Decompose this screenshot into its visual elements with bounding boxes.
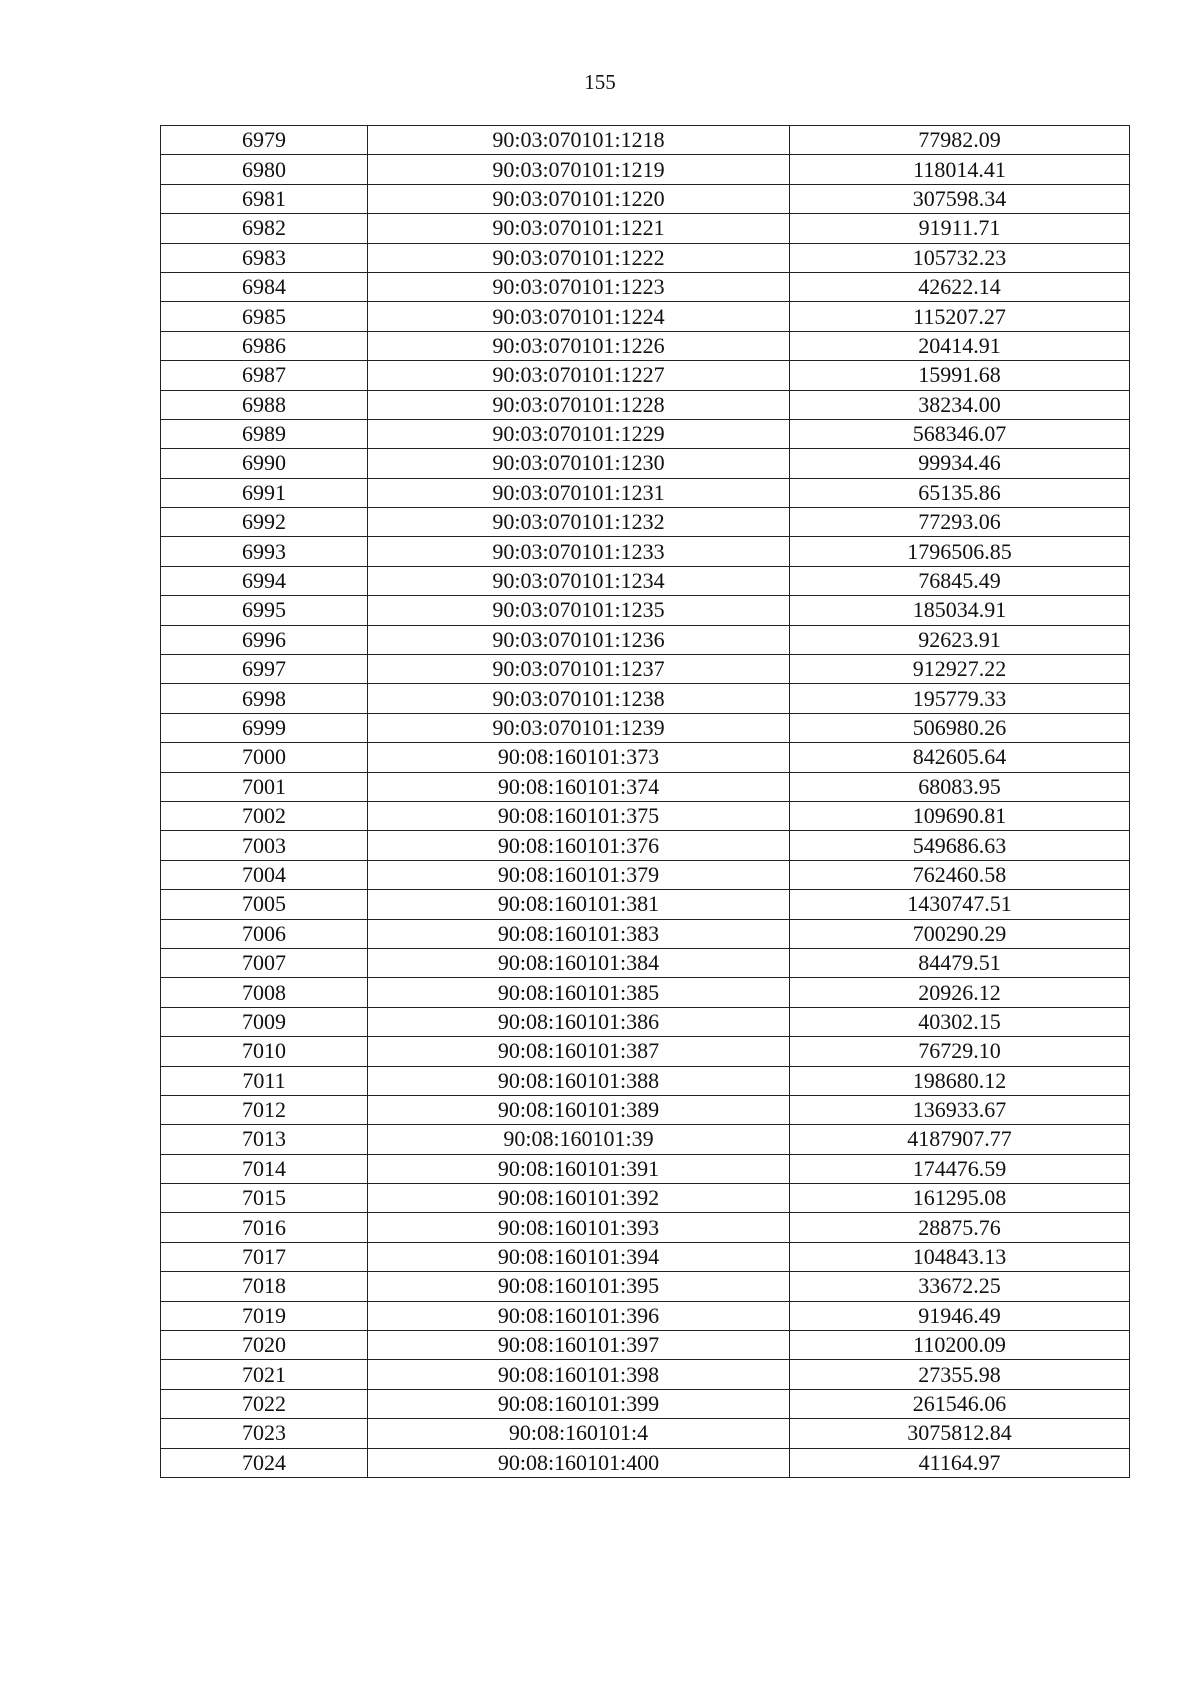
cadastral-value-cell: 76729.10 <box>790 1037 1130 1066</box>
table-row <box>161 184 1130 213</box>
table-row <box>161 1389 1130 1418</box>
cadastral-value-cell: 20414.91 <box>790 331 1130 360</box>
table-row <box>161 1419 1130 1448</box>
row-number-cell: 6980 <box>161 155 368 184</box>
cadastral-value-cell: 109690.81 <box>790 801 1130 830</box>
row-number-cell: 7005 <box>161 890 368 919</box>
cadastral-number-cell: 90:08:160101:381 <box>368 890 790 919</box>
cadastral-value-cell: 506980.26 <box>790 713 1130 742</box>
cadastral-value-cell: 174476.59 <box>790 1154 1130 1183</box>
row-number-cell: 7014 <box>161 1154 368 1183</box>
cadastral-number-cell: 90:03:070101:1228 <box>368 390 790 419</box>
cadastral-value-cell: 762460.58 <box>790 860 1130 889</box>
cadastral-value-cell: 65135.86 <box>790 478 1130 507</box>
row-number-cell: 7024 <box>161 1448 368 1477</box>
table-row <box>161 126 1130 155</box>
row-number-cell: 6982 <box>161 214 368 243</box>
row-number-cell: 7010 <box>161 1037 368 1066</box>
table-row <box>161 596 1130 625</box>
row-number-cell: 7018 <box>161 1272 368 1301</box>
cadastral-value-cell: 76845.49 <box>790 566 1130 595</box>
row-number-cell: 7013 <box>161 1125 368 1154</box>
cadastral-value-cell: 700290.29 <box>790 919 1130 948</box>
cadastral-number-cell: 90:03:070101:1221 <box>368 214 790 243</box>
cadastral-number-cell: 90:08:160101:399 <box>368 1389 790 1418</box>
cadastral-value-cell: 91911.71 <box>790 214 1130 243</box>
cadastral-value-cell: 549686.63 <box>790 831 1130 860</box>
cadastral-value-cell: 161295.08 <box>790 1184 1130 1213</box>
cadastral-number-cell: 90:08:160101:392 <box>368 1184 790 1213</box>
row-number-cell: 7021 <box>161 1360 368 1389</box>
cadastral-number-cell: 90:03:070101:1238 <box>368 684 790 713</box>
cadastral-value-cell: 261546.06 <box>790 1389 1130 1418</box>
cadastral-number-cell: 90:08:160101:394 <box>368 1242 790 1271</box>
table-row <box>161 1184 1130 1213</box>
table-row <box>161 1213 1130 1242</box>
cadastral-number-cell: 90:03:070101:1222 <box>368 243 790 272</box>
cadastral-number-cell: 90:08:160101:386 <box>368 1007 790 1036</box>
table-row <box>161 625 1130 654</box>
cadastral-number-cell: 90:03:070101:1223 <box>368 272 790 301</box>
row-number-cell: 7011 <box>161 1066 368 1095</box>
cadastral-value-cell: 91946.49 <box>790 1301 1130 1330</box>
table-row <box>161 331 1130 360</box>
row-number-cell: 6995 <box>161 596 368 625</box>
table-row <box>161 860 1130 889</box>
cadastral-number-cell: 90:08:160101:389 <box>368 1095 790 1124</box>
table-row <box>161 948 1130 977</box>
cadastral-value-cell: 77293.06 <box>790 508 1130 537</box>
cadastral-number-cell: 90:03:070101:1237 <box>368 655 790 684</box>
cadastral-value-cell: 41164.97 <box>790 1448 1130 1477</box>
table-row <box>161 272 1130 301</box>
cadastral-number-cell: 90:03:070101:1235 <box>368 596 790 625</box>
cadastral-value-table <box>160 125 1130 1478</box>
table-body <box>161 126 1130 1478</box>
table-row <box>161 566 1130 595</box>
row-number-cell: 6997 <box>161 655 368 684</box>
cadastral-number-cell: 90:08:160101:376 <box>368 831 790 860</box>
table-row <box>161 1331 1130 1360</box>
table-row <box>161 1037 1130 1066</box>
cadastral-value-cell: 136933.67 <box>790 1095 1130 1124</box>
row-number-cell: 7012 <box>161 1095 368 1124</box>
table-row <box>161 419 1130 448</box>
table-row <box>161 831 1130 860</box>
cadastral-number-cell: 90:03:070101:1232 <box>368 508 790 537</box>
cadastral-number-cell: 90:08:160101:393 <box>368 1213 790 1242</box>
cadastral-value-cell: 99934.46 <box>790 449 1130 478</box>
cadastral-number-cell: 90:08:160101:395 <box>368 1272 790 1301</box>
row-number-cell: 7015 <box>161 1184 368 1213</box>
cadastral-number-cell: 90:03:070101:1239 <box>368 713 790 742</box>
row-number-cell: 6983 <box>161 243 368 272</box>
row-number-cell: 7017 <box>161 1242 368 1271</box>
cadastral-number-cell: 90:08:160101:388 <box>368 1066 790 1095</box>
cadastral-number-cell: 90:08:160101:397 <box>368 1331 790 1360</box>
cadastral-value-cell: 1430747.51 <box>790 890 1130 919</box>
cadastral-value-cell: 115207.27 <box>790 302 1130 331</box>
table-row <box>161 449 1130 478</box>
cadastral-number-cell: 90:08:160101:385 <box>368 978 790 1007</box>
table-row <box>161 1242 1130 1271</box>
cadastral-value-cell: 33672.25 <box>790 1272 1130 1301</box>
row-number-cell: 6979 <box>161 126 368 155</box>
table-row <box>161 1066 1130 1095</box>
table-row <box>161 890 1130 919</box>
table-row <box>161 1007 1130 1036</box>
row-number-cell: 6999 <box>161 713 368 742</box>
row-number-cell: 7019 <box>161 1301 368 1330</box>
table-row <box>161 1154 1130 1183</box>
table-row <box>161 508 1130 537</box>
row-number-cell: 6984 <box>161 272 368 301</box>
cadastral-number-cell: 90:03:070101:1227 <box>368 361 790 390</box>
row-number-cell: 7020 <box>161 1331 368 1360</box>
cadastral-number-cell: 90:03:070101:1230 <box>368 449 790 478</box>
row-number-cell: 6998 <box>161 684 368 713</box>
cadastral-number-cell: 90:08:160101:373 <box>368 743 790 772</box>
cadastral-number-cell: 90:08:160101:375 <box>368 801 790 830</box>
table-row <box>161 978 1130 1007</box>
cadastral-number-cell: 90:08:160101:391 <box>368 1154 790 1183</box>
row-number-cell: 7000 <box>161 743 368 772</box>
cadastral-value-cell: 77982.09 <box>790 126 1130 155</box>
cadastral-value-cell: 307598.34 <box>790 184 1130 213</box>
cadastral-number-cell: 90:03:070101:1231 <box>368 478 790 507</box>
table-row <box>161 1360 1130 1389</box>
table-row <box>161 537 1130 566</box>
cadastral-value-cell: 20926.12 <box>790 978 1130 1007</box>
row-number-cell: 6994 <box>161 566 368 595</box>
table-row <box>161 155 1130 184</box>
cadastral-number-cell: 90:03:070101:1229 <box>368 419 790 448</box>
cadastral-value-cell: 40302.15 <box>790 1007 1130 1036</box>
cadastral-number-cell: 90:08:160101:39 <box>368 1125 790 1154</box>
row-number-cell: 7016 <box>161 1213 368 1242</box>
cadastral-value-cell: 195779.33 <box>790 684 1130 713</box>
table-row <box>161 684 1130 713</box>
row-number-cell: 7001 <box>161 772 368 801</box>
row-number-cell: 7009 <box>161 1007 368 1036</box>
cadastral-number-cell: 90:03:070101:1218 <box>368 126 790 155</box>
row-number-cell: 6991 <box>161 478 368 507</box>
row-number-cell: 6996 <box>161 625 368 654</box>
table-row <box>161 772 1130 801</box>
table-row <box>161 1272 1130 1301</box>
cadastral-number-cell: 90:08:160101:374 <box>368 772 790 801</box>
row-number-cell: 6990 <box>161 449 368 478</box>
row-number-cell: 7023 <box>161 1419 368 1448</box>
row-number-cell: 6981 <box>161 184 368 213</box>
row-number-cell: 7004 <box>161 860 368 889</box>
table-row <box>161 361 1130 390</box>
table-row <box>161 478 1130 507</box>
table-row <box>161 713 1130 742</box>
cadastral-number-cell: 90:08:160101:4 <box>368 1419 790 1448</box>
row-number-cell: 6987 <box>161 361 368 390</box>
table-row <box>161 390 1130 419</box>
cadastral-value-cell: 4187907.77 <box>790 1125 1130 1154</box>
cadastral-value-cell: 912927.22 <box>790 655 1130 684</box>
row-number-cell: 6986 <box>161 331 368 360</box>
cadastral-value-cell: 110200.09 <box>790 1331 1130 1360</box>
row-number-cell: 7006 <box>161 919 368 948</box>
cadastral-value-cell: 15991.68 <box>790 361 1130 390</box>
cadastral-number-cell: 90:08:160101:383 <box>368 919 790 948</box>
cadastral-value-cell: 92623.91 <box>790 625 1130 654</box>
table-row <box>161 1301 1130 1330</box>
row-number-cell: 6985 <box>161 302 368 331</box>
cadastral-value-cell: 1796506.85 <box>790 537 1130 566</box>
cadastral-value-cell: 198680.12 <box>790 1066 1130 1095</box>
row-number-cell: 7002 <box>161 801 368 830</box>
row-number-cell: 6988 <box>161 390 368 419</box>
row-number-cell: 7008 <box>161 978 368 1007</box>
cadastral-number-cell: 90:08:160101:398 <box>368 1360 790 1389</box>
cadastral-number-cell: 90:08:160101:400 <box>368 1448 790 1477</box>
table-row <box>161 243 1130 272</box>
table-row <box>161 302 1130 331</box>
cadastral-number-cell: 90:03:070101:1226 <box>368 331 790 360</box>
cadastral-value-cell: 118014.41 <box>790 155 1130 184</box>
row-number-cell: 6989 <box>161 419 368 448</box>
cadastral-value-cell: 568346.07 <box>790 419 1130 448</box>
cadastral-value-cell: 27355.98 <box>790 1360 1130 1389</box>
cadastral-number-cell: 90:08:160101:387 <box>368 1037 790 1066</box>
cadastral-value-cell: 38234.00 <box>790 390 1130 419</box>
cadastral-value-cell: 842605.64 <box>790 743 1130 772</box>
cadastral-number-cell: 90:03:070101:1224 <box>368 302 790 331</box>
cadastral-value-cell: 185034.91 <box>790 596 1130 625</box>
cadastral-value-cell: 105732.23 <box>790 243 1130 272</box>
table-row <box>161 801 1130 830</box>
cadastral-number-cell: 90:08:160101:396 <box>368 1301 790 1330</box>
row-number-cell: 7007 <box>161 948 368 977</box>
row-number-cell: 6992 <box>161 508 368 537</box>
cadastral-number-cell: 90:03:070101:1219 <box>368 155 790 184</box>
table-row <box>161 1125 1130 1154</box>
table-row <box>161 1448 1130 1477</box>
table-row <box>161 655 1130 684</box>
cadastral-number-cell: 90:03:070101:1233 <box>368 537 790 566</box>
cadastral-value-cell: 68083.95 <box>790 772 1130 801</box>
cadastral-number-cell: 90:03:070101:1236 <box>368 625 790 654</box>
table-row <box>161 1095 1130 1124</box>
row-number-cell: 6993 <box>161 537 368 566</box>
table-row <box>161 919 1130 948</box>
cadastral-value-cell: 3075812.84 <box>790 1419 1130 1448</box>
cadastral-number-cell: 90:03:070101:1220 <box>368 184 790 213</box>
row-number-cell: 7003 <box>161 831 368 860</box>
cadastral-number-cell: 90:08:160101:384 <box>368 948 790 977</box>
cadastral-value-cell: 42622.14 <box>790 272 1130 301</box>
table-row <box>161 743 1130 772</box>
cadastral-number-cell: 90:03:070101:1234 <box>368 566 790 595</box>
cadastral-value-cell: 84479.51 <box>790 948 1130 977</box>
cadastral-value-cell: 28875.76 <box>790 1213 1130 1242</box>
page-number: 155 <box>584 70 616 94</box>
table-row <box>161 214 1130 243</box>
row-number-cell: 7022 <box>161 1389 368 1418</box>
cadastral-value-cell: 104843.13 <box>790 1242 1130 1271</box>
cadastral-number-cell: 90:08:160101:379 <box>368 860 790 889</box>
